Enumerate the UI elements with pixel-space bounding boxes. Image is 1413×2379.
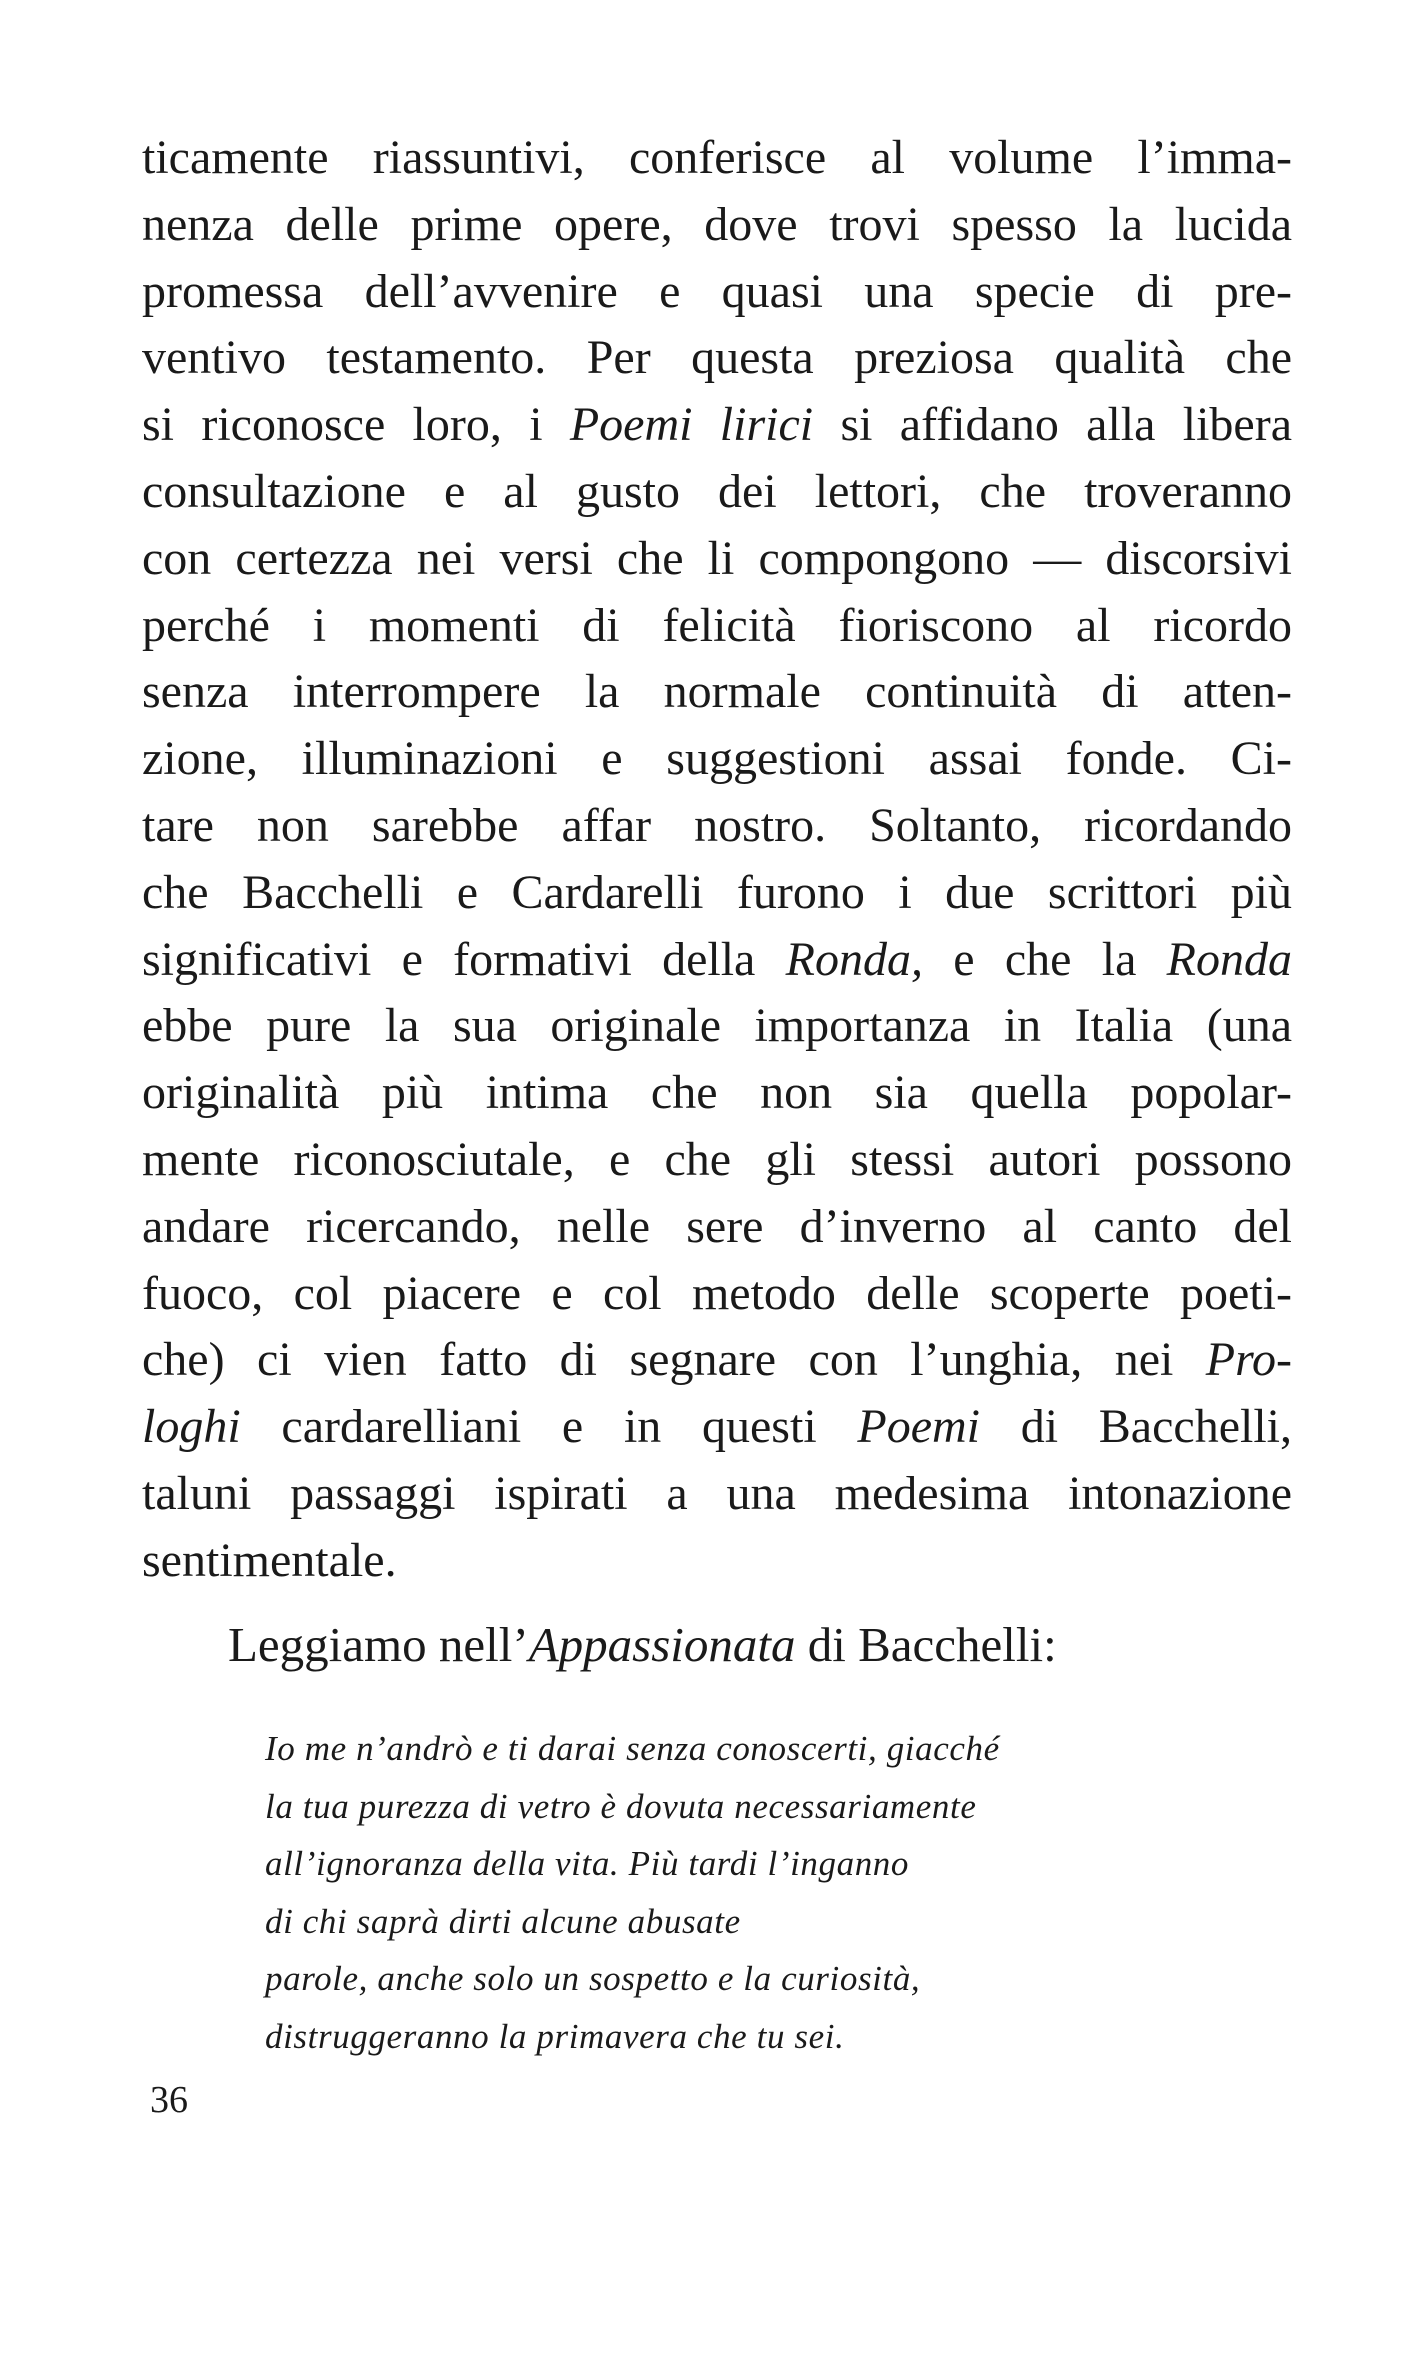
italic-text: Pro- (1205, 1333, 1292, 1387)
text-run: cardarelliani e in questi (240, 1400, 858, 1454)
italic-text: Ronda, (785, 932, 923, 986)
text-run: e che la (922, 932, 1167, 986)
quotation-intro (228, 1612, 1057, 1678)
text-line (142, 1394, 1292, 1461)
text-line (142, 1060, 1292, 1127)
text-line (142, 593, 1292, 660)
text-line (142, 1127, 1292, 1194)
text-run: che) ci vien fatto di segnare con l’unghia, nei (142, 1333, 1206, 1387)
text-run: Leggiamo nell’ (228, 1617, 529, 1672)
text-run: di Bacchelli, (980, 1400, 1293, 1454)
text-run: tare non sarebbe affar nostro. Soltanto, ricordando (142, 798, 1292, 852)
verse-quotation (265, 1720, 1000, 2065)
verse-line: distruggeranno la primavera che tu sei. (265, 2016, 845, 2056)
text-run: sentimentale. (142, 1533, 397, 1587)
text-line (142, 793, 1292, 860)
text-run: nenza delle prime opere, dove trovi spesso la lucida (142, 197, 1292, 251)
verse-line: all’ignoranza della vita. Più tardi l’inganno (265, 1844, 910, 1883)
text-line (142, 526, 1292, 593)
verse-line: parole, anche solo un sospetto e la curiosità, (265, 1959, 921, 1998)
text-run: andare ricercando, nelle sere d’inverno al canto del (142, 1199, 1292, 1253)
text-run: zione, illuminazioni e suggestioni assai fonde. Ci- (142, 732, 1292, 786)
text-line (142, 927, 1292, 994)
italic-text: Ronda (1166, 932, 1292, 986)
text-line (142, 1261, 1292, 1328)
italic-text: loghi (142, 1400, 241, 1454)
text-run: perché i momenti di felicità fioriscono al ricordo (142, 598, 1292, 652)
text-run: fuoco, col piacere e col metodo delle scoperte poeti- (142, 1266, 1292, 1320)
text-line (142, 659, 1292, 726)
page-number: 36 (150, 2079, 188, 2121)
text-run: originalità più intima che non sia quella popolar- (142, 1066, 1292, 1120)
text-line (142, 392, 1292, 459)
text-line (142, 459, 1292, 526)
text-line (142, 726, 1292, 793)
text-line (142, 1461, 1292, 1528)
text-line (142, 259, 1292, 326)
verse-line: di chi saprà dirti alcune abusate (265, 1901, 741, 1941)
body-paragraph (142, 125, 1292, 1595)
text-line (142, 860, 1292, 927)
text-run: si affidano alla libera (813, 398, 1293, 452)
text-run: ticamente riassuntivi, conferisce al volume l’imma- (142, 131, 1292, 184)
text-line (142, 192, 1292, 259)
text-run: mente riconosciutale, e che gli stessi autori possono (142, 1132, 1292, 1186)
text-line (142, 125, 1292, 192)
verse-line: la tua purezza di vetro è dovuta necessariamente (265, 1786, 977, 1826)
text-run: consultazione e al gusto dei lettori, che troveranno (142, 464, 1292, 518)
text-line (142, 1194, 1292, 1261)
text-run: significativi e formativi della (142, 932, 786, 986)
text-run: ebbe pure la sua originale importanza in Italia (una (142, 999, 1292, 1053)
italic-text: Poemi (857, 1400, 980, 1454)
text-run: che Bacchelli e Cardarelli furono i due scrittori più (142, 865, 1292, 919)
text-run: senza interrompere la normale continuità di atten- (142, 665, 1292, 719)
verse-line: Io me n’andrò e ti darai senza conoscerti, giacché (265, 1729, 1000, 1768)
text-run: promessa dell’avvenire e quasi una specie di pre- (142, 264, 1292, 318)
text-line (142, 1327, 1292, 1394)
text-run: di Bacchelli: (795, 1617, 1057, 1672)
text-run: taluni passaggi ispirati a una medesima intonazione (142, 1466, 1292, 1520)
text-run: ventivo testamento. Per questa preziosa qualità che (142, 331, 1292, 385)
text-run: con certezza nei versi che li compongono — discorsivi (142, 531, 1292, 585)
italic-text: Poemi lirici (569, 398, 814, 452)
text-run: si riconosce loro, i (142, 398, 570, 452)
text-line (142, 993, 1292, 1060)
text-line (142, 1528, 1292, 1595)
italic-text: Appassionata (528, 1617, 796, 1672)
text-line (142, 325, 1292, 392)
